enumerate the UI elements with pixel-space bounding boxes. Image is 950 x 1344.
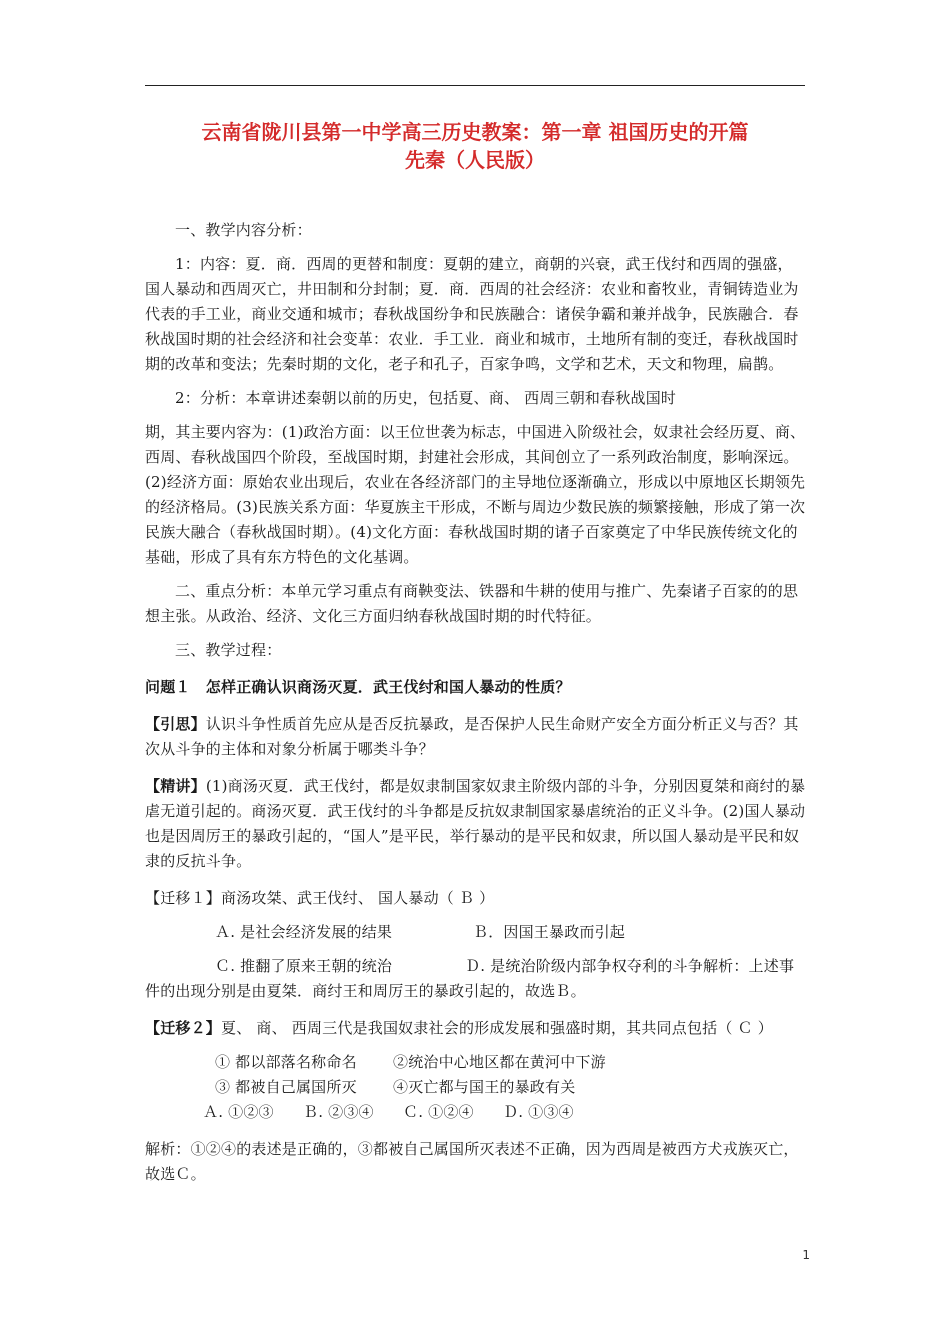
qianyi2-item-3: ③ 都被自己属国所灭 [215,1078,357,1096]
qianyi2-label: 【迁移２】 [145,1019,222,1037]
jingjiang-text: (1)商汤灭夏．武王伐纣，都是奴隶制国家奴隶主阶级内部的斗争，分别因夏桀和商纣的暴虐无道引起的。商汤灭夏．武王伐纣的斗争都是反抗奴隶制国家暴虐统治的正义斗争。(2)国人暴动也是因周厉王的暴政引起的，“国人”是平民，举行暴动的是平民和奴隶，所以国人暴动是平民和奴隶的反抗斗争。 [145,777,806,870]
section3-heading: 三、教学过程： [175,641,282,659]
qianyi2-choice-c: Ｃ. ①②④ [403,1103,474,1121]
qianyi1-text: 商汤攻桀、武王伐纣、 国人暴动（ Ｂ ） [221,889,495,907]
qianyi1-label: 【迁移１】 [145,889,222,907]
qianyi1-options-ab [145,920,807,945]
section1-item1: 1：内容：夏．商．西周的更替和制度：夏朝的建立，商朝的兴衰，武王伐纣和西周的强盛，国人暴动和西周灭亡，井田制和分封制；夏．商．西周的社会经济：农业和畜牧业，青铜铸造业为代表的手工业，商业交通和城市；春秋战国纷争和民族融合：诸侯争霸和兼并战争，民族融合．春秋战国时期的社会经济和社会变革：农业．手工业．商业和城市，土地所有制的变迁，春秋战国时期的改革和变法；先秦时期的文化，老子和孔子，百家争鸣，文学和艺术，天文和物理，扁鹊。 [145,255,799,373]
yinsi-label: 【引思】 [145,715,206,733]
section1-item2-body: 期，其主要内容为：(1)政治方面：以王位世袭为标志，中国进入阶级社会，奴隶社会经历夏、商、西周、春秋战国四个阶段，至战国时期，封建社会形成，其间创立了一系列政治制度，影响深远。(2)经济方面：原始农业出现后，农业在各经济部门的主导地位逐渐确立，形成以中原地区长期领先的经济格局。(3)民族关系方面：华夏族主干形成，不断与周边少数民族的频繁接触，形成了第一次民族大融合（春秋战国时期）。(4)文化方面：春秋战国时期的诸子百家奠定了中华民族传统文化的基础，形成了具有东方特色的文化基调。 [145,423,806,566]
page-number: 1 [802,1248,810,1262]
qianyi2-items-12 [145,1050,807,1075]
section1-heading: 一、教学内容分析： [175,221,312,239]
qianyi1-option-c: Ｃ. 推翻了原来王朝的统治 [215,957,393,975]
section2-text: 二、重点分析：本单元学习重点有商鞅变法、铁器和牛耕的使用与推广、先秦诸子百家的的思想主张。从政治、经济、文化三方面归纳春秋战国时期的时代特征。 [145,582,799,625]
qianyi2-choice-b: Ｂ. ②③④ [303,1103,374,1121]
title-line-1: 云南省陇川县第一中学高三历史教案：第一章 祖国历史的开篇 [201,120,749,144]
qianyi1-option-d-analysis: Ｄ. 是统治阶级内部争权夺利的斗争解析：上述事件的出现分别是由夏桀．商纣王和周厉王的暴政引起的，故选Ｂ。 [145,957,795,1000]
jingjiang-paragraph [145,774,807,874]
qianyi2-item-2: ②统治中心地区都在黄河中下游 [393,1053,606,1071]
title-line-2: 先秦（人民版） [405,148,545,172]
qianyi1-options-cd [145,954,807,1004]
document-title [145,118,805,174]
qianyi2-choice-a: Ａ. ①②③ [203,1103,274,1121]
qianyi2-analysis: 解析：①②④的表述是正确的，③都被自己属国所灭表述不正确，因为西周是被西方犬戎族灭亡，故选Ｃ。 [145,1140,799,1183]
qianyi1-option-b: Ｂ．因国王暴政而引起 [473,923,626,941]
document-body [145,218,807,1187]
qianyi2-choices [145,1100,807,1125]
qianyi1-option-a: Ａ. 是社会经济发展的结果 [215,923,393,941]
qianyi2-items-34 [145,1075,807,1100]
qianyi2-item-1: ① 都以部落名称命名 [215,1053,357,1071]
qianyi2-item-4: ④灭亡都与国王的暴政有关 [393,1078,576,1096]
qianyi2-question [145,1016,807,1041]
jingjiang-label: 【精讲】 [145,777,206,795]
qianyi2-choice-d: Ｄ. ①③④ [503,1103,574,1121]
yinsi-paragraph [145,712,807,762]
header-rule [145,85,805,86]
qianyi1-question [145,886,807,911]
yinsi-text: 认识斗争性质首先应从是否反抗暴政，是否保护人民生命财产安全方面分析正义与否？其次从斗争的主体和对象分析属于哪类斗争？ [145,715,799,758]
question-1: 问题１ 怎样正确认识商汤灭夏．武王伐纣和国人暴动的性质？ [145,678,571,696]
qianyi2-text: 夏、 商、 西周三代是我国奴隶社会的形成发展和强盛时期，其共同点包括（ Ｃ ） [221,1019,773,1037]
section1-item2-line: 2：分析：本章讲述秦朝以前的历史，包括夏、商、 西周三朝和春秋战国时 [175,389,677,407]
